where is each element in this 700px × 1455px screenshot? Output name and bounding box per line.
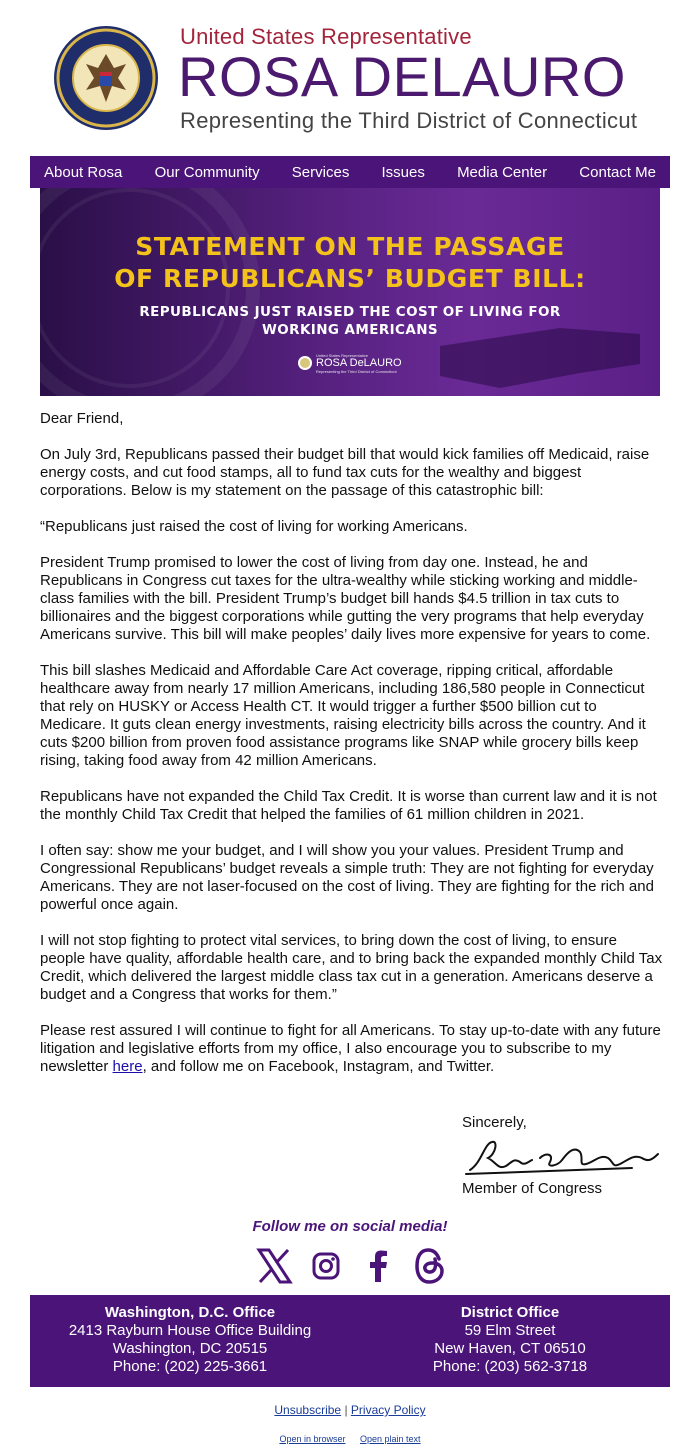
social-heading: Follow me on social media! [252,1218,448,1235]
unsubscribe-link[interactable]: Unsubscribe [274,1403,342,1417]
newsletter-link[interactable]: here [112,1058,143,1075]
open-in-browser-link[interactable]: Open in browser [279,1434,346,1444]
paragraph-1: On July 3rd, Republicans passed their budget bill that would kick families off Medicaid, raise energy costs, and cut food stamps, all to fund tax cuts for the wealthy and biggest corporations. Below is my statement on the passage of this catastrophic bill: [40,446,650,499]
greeting: Dear Friend, [40,410,124,427]
closing: Sincerely, [462,1114,527,1131]
threads-icon[interactable] [408,1244,452,1288]
district-office-phone: Phone: (203) 562-3718 [432,1358,588,1375]
dc-office-title: Washington, D.C. Office [104,1304,276,1321]
banner-mini-seal-icon [298,356,312,370]
signature-image [462,1132,662,1178]
representative-label: United States Representative [180,24,472,49]
banner-logo-bottom: Representing the Third District of Connecticut [316,368,397,374]
letter-body [40,410,665,1094]
nav-about-rosa[interactable]: About Rosa [44,163,123,181]
office-footer [30,1295,670,1387]
banner-subtitle-line1: REPUBLICANS JUST RAISED THE COST OF LIVING FOR [139,304,561,320]
social-icons [252,1244,452,1288]
representative-name: ROSA DELAURO [178,45,626,108]
nav-our-community[interactable]: Our Community [154,163,260,181]
header [30,18,670,138]
banner-title-line2: OF REPUBLICANS’ BUDGET BILL: [114,264,586,293]
paragraph-8 [40,1022,665,1076]
nav-media-center[interactable]: Media Center [457,163,548,181]
district-office-title: District Office [460,1304,560,1321]
banner-logo-name: ROSA DeLAURO [316,356,402,369]
paragraph-8-before: Please rest assured I will continue to fight for all Americans. To stay up-to-date with any future litigation and legislative efforts from my office, I also encourage you to subscribe to my newsletter [40,1022,661,1075]
paragraph-5: Republicans have not expanded the Child Tax Credit. It is worse than current law and it is not the monthly Child Tax Credit that helped the families of 61 million children in 2021. [40,788,657,823]
main-nav [30,156,670,188]
dc-office-line2: Washington, DC 20515 [112,1340,268,1357]
district-office-line2: New Haven, CT 06510 [434,1340,586,1357]
paragraph-3: President Trump promised to lower the cost of living from day one. Instead, he and Republicans in Congress cut taxes for the ultra-wealthy while sticking working and middle-class families with the bill. President Trump’s budget bill hands $4.5 trillion in tax cuts to billionaires and the biggest corporations while gutting the very programs that help everyday Americans survive. This bill will make peoples’ daily lives more expensive for years to come. [40,554,651,643]
paragraph-2: “Republicans just raised the cost of living for working Americans. [40,518,468,535]
nav-contact-me[interactable]: Contact Me [579,163,656,181]
dc-office-line1: 2413 Rayburn House Office Building [68,1322,312,1339]
district-office-line1: 59 Elm Street [464,1322,556,1339]
banner-title-line1: STATEMENT ON THE PASSAGE [135,232,565,261]
link-separator: | [344,1403,348,1417]
paragraph-7: I will not stop fighting to protect vital services, to bring down the cost of living, to ensure people have quality, affordable health care, and to bring back the expanded monthly Child Tax Credit, which delivered the largest middle class tax cut in a generation. Americans deserve a budget and a Congress that works for them.” [40,932,663,1003]
statement-banner [40,188,660,396]
dc-office-phone: Phone: (202) 225-3661 [112,1358,268,1375]
dc-office [30,1295,350,1387]
paragraph-4: This bill slashes Medicaid and Affordable Care Act coverage, ripping critical, affordable healthcare away from nearly 17 million Americans, including 186,580 people in Connecticut that rely on HUSKY or Access Health CT. It would trigger a further $500 billion cut to Medicare. It guts clean energy investments, raising electricity bills across the country. And it cuts $200 billion from proven food assistance programs like SNAP while grocery bills keep rising, taking food away from 42 million Americans. [40,662,646,769]
instagram-icon[interactable] [304,1244,348,1288]
district-office [350,1295,670,1387]
paragraph-6: I often say: show me your budget, and I will show you your values. President Trump and Congressional Republicans’ budget reveals a simple truth: They are not fighting for everyday Americans. They are not laser-focused on the cost of living. They are fighting for the rich and powerful once again. [40,842,654,913]
footer-links [0,1403,700,1417]
house-seal-icon [52,24,160,132]
paragraph-8-after: , and follow me on Facebook, Instagram, and Twitter. [142,1058,495,1075]
banner-logo-top: United States Representative [316,352,369,358]
signer-title: Member of Congress [462,1180,603,1197]
nav-services[interactable]: Services [291,163,350,181]
nav-issues[interactable]: Issues [381,163,425,181]
open-plain-text-link[interactable]: Open plain text [360,1434,421,1444]
view-links [0,1434,700,1444]
privacy-policy-link[interactable]: Privacy Policy [350,1403,426,1417]
facebook-icon[interactable] [356,1244,400,1288]
district-subtitle: Representing the Third District of Connecticut [180,108,638,133]
x-icon[interactable] [252,1244,296,1288]
banner-subtitle-line2: WORKING AMERICANS [261,322,439,338]
banner-logo [298,352,402,374]
